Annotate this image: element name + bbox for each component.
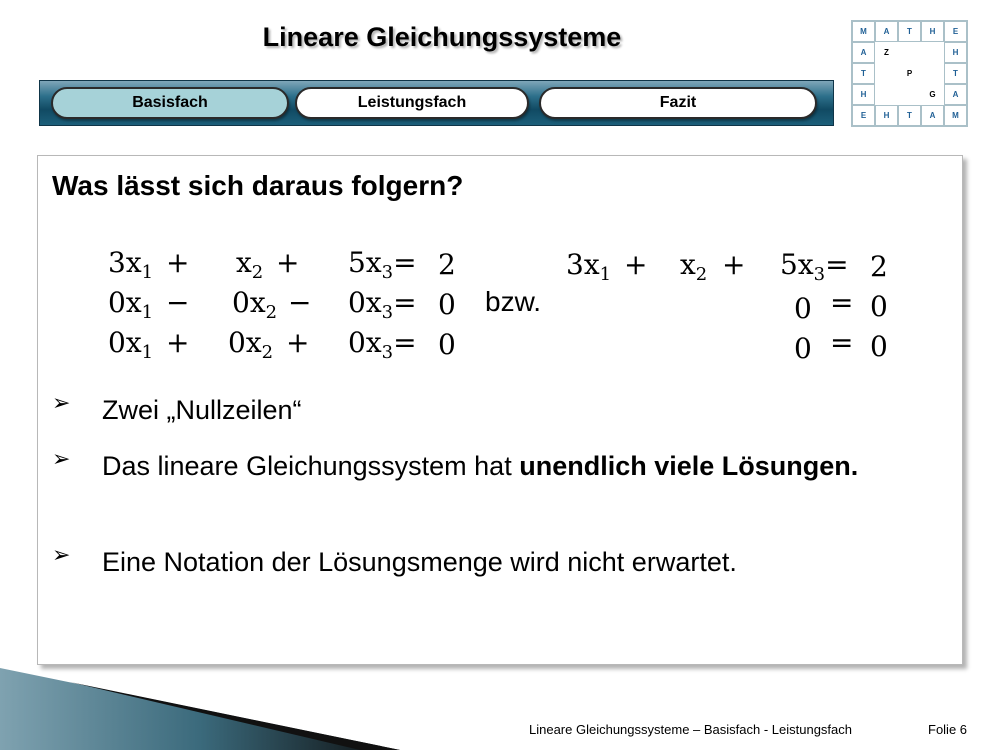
operator: + [166, 246, 190, 279]
bzw-label: bzw. [485, 286, 542, 317]
rhs: 2 [438, 248, 456, 281]
question-heading: Was lässt sich daraus folgern? [52, 170, 464, 201]
term: $3x_1$ [566, 248, 612, 285]
page-title: Lineare Gleichungssysteme [262, 22, 622, 52]
logo-letter: H [875, 105, 898, 126]
logo-letter: H [921, 21, 944, 42]
logo-blank [921, 63, 944, 84]
tab-bar [39, 80, 834, 126]
logo-letter: E [944, 21, 967, 42]
logo-letter: T [898, 21, 921, 42]
decorative-wedge [0, 668, 400, 750]
logo-blank [875, 63, 898, 84]
operator: + [286, 326, 310, 359]
term: $3x_1$ [108, 246, 154, 283]
term: $5x_3=$ [780, 248, 849, 285]
tab-fazit[interactable]: Fazit [539, 87, 817, 119]
term: $x_2$ [680, 248, 708, 285]
operator: + [276, 246, 300, 279]
logo-letter: A [852, 42, 875, 63]
operator: − [288, 286, 312, 319]
arrow-bullet-icon: ➢ [52, 390, 71, 415]
term: $5x_3=$ [348, 246, 417, 283]
logo-letter: T [898, 105, 921, 126]
operator: + [166, 326, 190, 359]
content-panel [37, 155, 963, 665]
term: $x_2$ [236, 246, 264, 283]
rhs: 0 [438, 328, 456, 361]
logo-letter: A [875, 21, 898, 42]
term: $0x_1$ [108, 286, 154, 323]
mathe-logo [851, 20, 968, 127]
logo-letter: A [944, 84, 967, 105]
bullet-text: Das lineare Gleichungssystem hat unendlich viele Lösungen. [102, 451, 859, 481]
arrow-bullet-icon: ➢ [52, 542, 71, 567]
slide-number: Folie 6 [928, 722, 968, 737]
lhs: 0 [794, 292, 812, 325]
term: $0x_2$ [232, 286, 278, 323]
rhs: 2 [870, 250, 888, 283]
term: $0x_3=$ [348, 286, 417, 323]
logo-blank [898, 42, 921, 63]
logo-letter: Z [884, 48, 889, 57]
logo-letter: H [944, 42, 967, 63]
bullet-text: Eine Notation der Lösungsmenge wird nicht erwartet. [102, 547, 737, 577]
bullet-text: Zwei „Nullzeilen“ [102, 395, 302, 425]
tab-basisfach[interactable]: Basisfach [51, 87, 289, 119]
logo-blank [875, 84, 898, 105]
operator: − [166, 286, 190, 319]
arrow-bullet-icon: ➢ [52, 446, 71, 471]
term: $0x_3=$ [348, 326, 417, 363]
logo-letter: T [852, 63, 875, 84]
logo-blank [898, 84, 921, 105]
rhs: 0 [870, 290, 888, 323]
lhs: 0 [794, 332, 812, 365]
term: $0x_2$ [228, 326, 274, 363]
term: $0x_1$ [108, 326, 154, 363]
footer-text: Lineare Gleichungssysteme – Basisfach - Leistungsfach [529, 722, 853, 737]
logo-letter: H [852, 84, 875, 105]
logo-letter: G [929, 90, 936, 99]
operator: + [624, 248, 648, 281]
logo-letter: A [921, 105, 944, 126]
logo-letter: E [852, 105, 875, 126]
logo-letter: P [906, 69, 913, 78]
operator: = [830, 286, 854, 319]
operator: + [722, 248, 746, 281]
logo-blank [921, 42, 944, 63]
operator: = [830, 326, 854, 359]
logo-letter: M [944, 105, 967, 126]
tab-leistungsfach[interactable]: Leistungsfach [295, 87, 529, 119]
rhs: 0 [438, 288, 456, 321]
logo-letter: T [944, 63, 967, 84]
logo-letter: M [852, 21, 875, 42]
rhs: 0 [870, 330, 888, 363]
